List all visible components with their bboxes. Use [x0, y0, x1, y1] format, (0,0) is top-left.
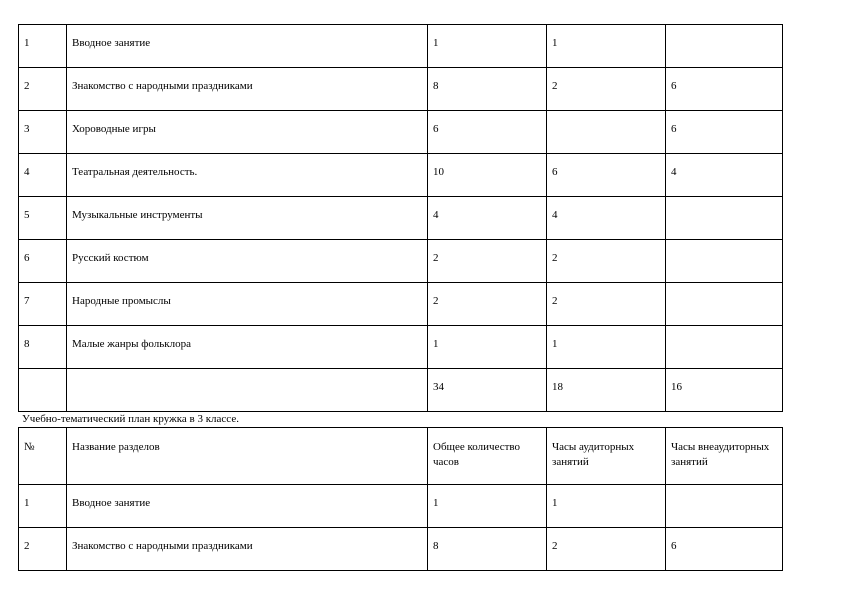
classroom-hours: 1	[547, 485, 666, 528]
header-classroom-hours: Часы аудиторных занятий	[547, 428, 666, 485]
classroom-hours: 2	[547, 283, 666, 326]
total-hours: 2	[428, 283, 547, 326]
table-row	[19, 25, 783, 68]
classroom-hours: 1	[547, 25, 666, 68]
table-row	[19, 197, 783, 240]
table-row	[19, 326, 783, 369]
section-name: Знакомство с народными праздниками	[67, 528, 428, 571]
table-caption: Учебно-тематический план кружка в 3 классе.	[22, 413, 239, 425]
classroom-hours: 1	[547, 326, 666, 369]
table-row	[19, 68, 783, 111]
classroom-hours: 2	[547, 68, 666, 111]
extracurricular-hours	[666, 197, 783, 240]
section-name: Русский костюм	[67, 240, 428, 283]
row-number: 6	[19, 240, 67, 283]
table-row	[19, 240, 783, 283]
row-number: 7	[19, 283, 67, 326]
header-number: №	[19, 428, 67, 485]
row-number: 8	[19, 326, 67, 369]
header-section-name: Название разделов	[67, 428, 428, 485]
row-number: 2	[19, 528, 67, 571]
extracurricular-hours: 6	[666, 528, 783, 571]
table-row	[19, 528, 783, 571]
header-total-hours: Общее количество часов	[428, 428, 547, 485]
total-hours: 6	[428, 111, 547, 154]
row-number: 2	[19, 68, 67, 111]
extracurricular-hours: 4	[666, 154, 783, 197]
row-number: 4	[19, 154, 67, 197]
section-name: Знакомство с народными праздниками	[67, 68, 428, 111]
total-hours-sum: 34	[428, 369, 547, 412]
classroom-hours: 6	[547, 154, 666, 197]
classroom-hours: 4	[547, 197, 666, 240]
total-hours: 8	[428, 528, 547, 571]
total-hours: 1	[428, 326, 547, 369]
section-name: Театральная деятельность.	[67, 154, 428, 197]
extracurricular-hours: 6	[666, 111, 783, 154]
extracurricular-hours	[666, 283, 783, 326]
total-hours: 2	[428, 240, 547, 283]
table-header-row	[19, 428, 783, 485]
extracurricular-hours	[666, 326, 783, 369]
row-number: 5	[19, 197, 67, 240]
section-name: Вводное занятие	[67, 25, 428, 68]
section-name: Малые жанры фольклора	[67, 326, 428, 369]
row-number	[19, 369, 67, 412]
header-extracurricular-hours: Часы внеаудиторных занятий	[666, 428, 783, 485]
extracurricular-hours	[666, 25, 783, 68]
classroom-hours	[547, 111, 666, 154]
section-name: Народные промыслы	[67, 283, 428, 326]
thematic-plan-table	[18, 24, 783, 412]
extracurricular-hours-sum: 16	[666, 369, 783, 412]
classroom-hours: 2	[547, 528, 666, 571]
extracurricular-hours	[666, 240, 783, 283]
total-hours: 4	[428, 197, 547, 240]
row-number: 1	[19, 25, 67, 68]
table-row	[19, 154, 783, 197]
table-row	[19, 111, 783, 154]
section-name: Хороводные игры	[67, 111, 428, 154]
table-row	[19, 485, 783, 528]
totals-row	[19, 369, 783, 412]
classroom-hours-sum: 18	[547, 369, 666, 412]
row-number: 3	[19, 111, 67, 154]
table-row	[19, 283, 783, 326]
total-hours: 10	[428, 154, 547, 197]
extracurricular-hours: 6	[666, 68, 783, 111]
extracurricular-hours	[666, 485, 783, 528]
total-hours: 1	[428, 25, 547, 68]
row-number: 1	[19, 485, 67, 528]
total-hours: 8	[428, 68, 547, 111]
classroom-hours: 2	[547, 240, 666, 283]
grade-3-plan-table	[18, 427, 783, 571]
section-name: Вводное занятие	[67, 485, 428, 528]
total-hours: 1	[428, 485, 547, 528]
section-name	[67, 369, 428, 412]
section-name: Музыкальные инструменты	[67, 197, 428, 240]
